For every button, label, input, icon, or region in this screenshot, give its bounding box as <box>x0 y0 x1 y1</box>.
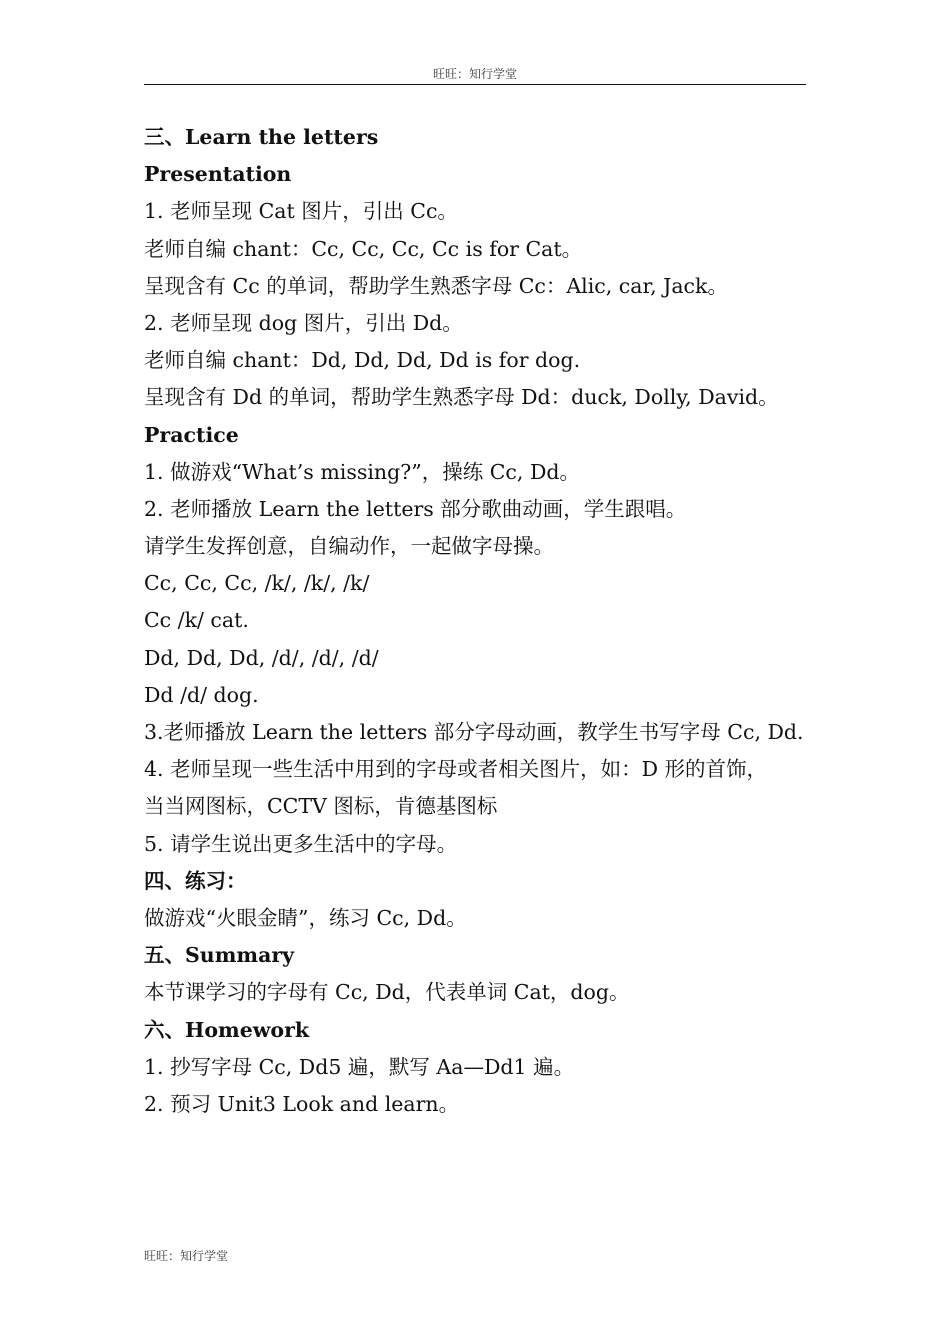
doc-line: 1. 做游戏“What’s missing?”，操练 Cc, Dd。 <box>144 459 581 484</box>
doc-line: Dd /d/ dog. <box>144 682 259 707</box>
doc-line: 呈现含有 Dd 的单词，帮助学生熟悉字母 Dd：duck, Dolly, David。 <box>144 385 779 410</box>
doc-line: Cc /k/ cat. <box>144 608 249 633</box>
doc-line: 当当网图标，CCTV 图标，肯德基图标 <box>144 794 498 819</box>
document-body <box>144 119 814 1123</box>
doc-line: 2. 老师播放 Learn the letters 部分歌曲动画，学生跟唱。 <box>144 496 687 521</box>
doc-line: Cc, Cc, Cc, /k/, /k/, /k/ <box>144 571 370 596</box>
doc-line: 老师自编 chant：Cc, Cc, Cc, Cc is for Cat。 <box>144 236 583 261</box>
doc-line: 四、练习： <box>144 868 247 893</box>
doc-line: 请学生发挥创意，自编动作，一起做字母操。 <box>144 534 554 559</box>
doc-line: 三、Learn the letters <box>144 125 379 149</box>
doc-line: 2. 预习 Unit3 Look and learn。 <box>144 1091 460 1116</box>
doc-line: 呈现含有 Cc 的单词，帮助学生熟悉字母 Cc：Alic, car, Jack。 <box>144 273 728 298</box>
page-header: 旺旺：知行学堂 <box>144 66 806 85</box>
doc-line: 五、Summary <box>144 943 295 968</box>
doc-line: 4. 老师呈现一些生活中用到的字母或者相关图片，如：D 形的首饰， <box>144 757 768 782</box>
doc-line: 六、Homework <box>144 1017 310 1042</box>
doc-line: Dd, Dd, Dd, /d/, /d/, /d/ <box>144 645 379 670</box>
doc-line: 本节课学习的字母有 Cc, Dd，代表单词 Cat，dog。 <box>144 980 630 1005</box>
doc-line: Practice <box>144 422 239 447</box>
doc-line: 做游戏“火眼金睛”，练习 Cc, Dd。 <box>144 905 467 930</box>
page-footer: 旺旺：知行学堂 <box>144 1249 229 1263</box>
doc-line: 老师自编 chant：Dd, Dd, Dd, Dd is for dog. <box>144 348 581 373</box>
doc-line: 1. 抄写字母 Cc, Dd5 遍，默写 Aa—Dd1 遍。 <box>144 1054 575 1079</box>
doc-line: Presentation <box>144 162 292 187</box>
doc-line: 5. 请学生说出更多生活中的字母。 <box>144 831 458 856</box>
doc-line: 1. 老师呈现 Cat 图片，引出 Cc。 <box>144 199 458 224</box>
doc-line: 2. 老师呈现 dog 图片，引出 Dd。 <box>144 310 463 335</box>
doc-line: 3.老师播放 Learn the letters 部分字母动画，教学生书写字母 Cc, Dd. <box>144 720 804 744</box>
